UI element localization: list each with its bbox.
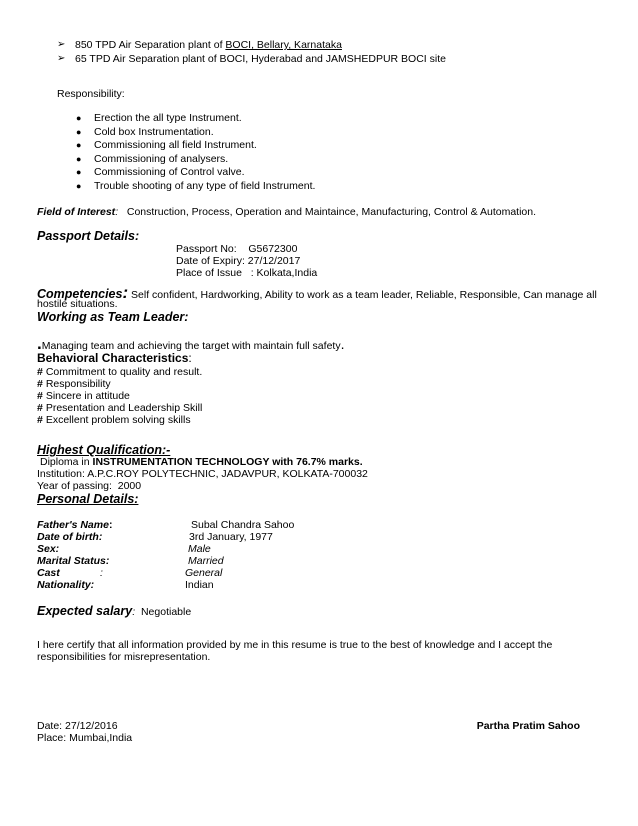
behavioral-heading <box>37 351 192 365</box>
list-item <box>37 378 202 390</box>
expected-salary <box>37 604 191 618</box>
plant-item <box>57 38 446 52</box>
field-of-interest <box>37 206 536 218</box>
list-item <box>37 414 202 426</box>
team-leader-end: . <box>340 336 345 352</box>
personal-heading: Personal Details: <box>37 492 139 506</box>
personal-value: Married <box>188 555 224 567</box>
personal-value: Indian <box>185 579 214 591</box>
list-item-text: Presentation and Leadership Skill <box>45 402 203 414</box>
personal-value: General <box>185 567 223 579</box>
list-item <box>76 126 315 140</box>
personal-label: Marital Status: <box>37 555 110 567</box>
personal-label: Cast <box>37 567 60 579</box>
team-leader-text: Managing team and achieving the target with maintain full safety <box>41 340 341 352</box>
personal-value: Subal Chandra Sahoo <box>191 519 295 531</box>
list-item <box>76 153 315 167</box>
qualification-year: Year of passing: 2000 <box>37 480 142 492</box>
dot-bullet-icon: ● <box>76 167 82 178</box>
list-item-text: Erection the all type Instrument. <box>94 112 242 124</box>
hash-bullet-icon: # <box>37 366 43 378</box>
team-leader-heading: Working as Team Leader: <box>37 310 189 324</box>
personal-label: Date of birth: <box>37 531 103 543</box>
hash-bullet-icon: # <box>37 378 43 390</box>
arrow-bullet-icon: ➢ <box>57 53 66 64</box>
field-of-interest-value: Construction, Process, Operation and Maintaince, Manufacturing, Control & Automation. <box>126 206 537 218</box>
plant-list <box>57 38 446 66</box>
competencies-label: Competencies <box>37 287 123 301</box>
qualification-diploma <box>40 456 363 468</box>
list-item <box>76 139 315 153</box>
list-item <box>37 402 202 414</box>
personal-value: Male <box>188 543 211 555</box>
hash-bullet-icon: # <box>37 402 43 414</box>
competencies-colon: : <box>122 283 129 302</box>
passport-number: Passport No: G5672300 <box>176 243 298 255</box>
qualification-institution: Institution: A.P.C.ROY POLYTECHNIC, JADAVPUR, KOLKATA-700032 <box>37 468 368 480</box>
personal-row-marital <box>37 555 224 567</box>
dot-bullet-icon: ● <box>76 140 82 151</box>
list-item-text: Commitment to quality and result. <box>45 366 203 378</box>
list-item-text: Trouble shooting of any type of field Instrument. <box>94 179 316 192</box>
list-item <box>76 180 315 194</box>
personal-row-cast <box>37 567 223 579</box>
personal-row-dob <box>37 531 273 543</box>
personal-row-father <box>37 519 295 531</box>
dot-bullet-icon: ● <box>76 126 82 137</box>
qualification-heading: Highest Qualification:- <box>37 443 171 457</box>
competencies-text: Self confident, Hardworking, Ability to work as a team leader, Reliable, Responsible, Can manage all <box>128 289 597 301</box>
declaration-line: responsibilities for misrepresentation. <box>37 651 211 663</box>
list-item-text: Commissioning of analysers. <box>94 152 229 165</box>
salary-label: Expected salary <box>37 604 133 618</box>
declaration-line: I here certify that all information provided by me in this resume is true to the best of knowledge and I accept the <box>37 639 553 651</box>
personal-colon: : <box>108 519 113 531</box>
list-item <box>37 366 202 378</box>
hash-bullet-icon: # <box>37 414 43 426</box>
salary-value: Negotiable <box>140 606 192 618</box>
personal-label: Father's Name <box>37 519 109 531</box>
field-of-interest-label: Field of Interest <box>37 206 116 218</box>
list-item <box>37 390 202 402</box>
personal-label: Nationality: <box>37 579 95 591</box>
footer-place: Place: Mumbai,India <box>37 732 133 744</box>
personal-colon: : <box>100 567 103 579</box>
list-item-text: Commissioning all field Instrument. <box>94 139 257 152</box>
personal-row-nationality <box>37 579 214 591</box>
list-item-text: Excellent problem solving skills <box>45 414 191 426</box>
signature-name: Partha Pratim Sahoo <box>476 720 580 732</box>
passport-expiry: Date of Expiry: 27/12/2017 <box>176 255 301 267</box>
competencies-text-cont: hostile situations. <box>37 298 118 310</box>
salary-colon: : <box>132 606 136 618</box>
competencies <box>37 283 597 303</box>
responsibility-heading: Responsibility: <box>57 88 125 100</box>
list-item-text: Commissioning of Control valve. <box>94 166 245 179</box>
dot-bullet-icon: ● <box>76 180 82 191</box>
plant-item <box>57 52 446 66</box>
diploma-prefix: Diploma in <box>40 456 93 468</box>
plant-text: 850 TPD Air Separation plant of <box>75 39 226 51</box>
list-item-text: Sincere in attitude <box>45 390 130 402</box>
dot-bullet-icon: ● <box>76 153 82 164</box>
plant-location-link: BOCI, Bellary, Karnataka <box>225 39 342 51</box>
behavioral-heading-colon: : <box>188 351 192 365</box>
hash-bullet-icon: # <box>37 390 43 402</box>
diploma-title: INSTRUMENTATION TECHNOLOGY with 76.7% marks. <box>92 456 363 468</box>
personal-label: Sex: <box>37 543 60 555</box>
list-item-text: Responsibility <box>45 378 111 390</box>
footer-date: Date: 27/12/2016 <box>37 720 118 732</box>
declaration <box>37 639 552 663</box>
team-leader-bullet: . <box>37 334 42 353</box>
passport-place: Place of Issue : Kolkata,India <box>176 267 318 279</box>
arrow-bullet-icon: ➢ <box>57 39 66 50</box>
passport-heading: Passport Details: <box>37 229 140 243</box>
responsibility-list <box>76 112 315 194</box>
behavioral-list <box>37 366 202 426</box>
behavioral-heading-text: Behavioral Characteristics <box>37 351 189 365</box>
personal-value: 3rd January, 1977 <box>189 531 273 543</box>
list-item <box>76 112 315 126</box>
dot-bullet-icon: ● <box>76 113 82 123</box>
plant-text: 65 TPD Air Separation plant of BOCI, Hyderabad and JAMSHEDPUR BOCI site <box>75 53 446 65</box>
list-item-text: Cold box Instrumentation. <box>94 125 214 138</box>
passport-details <box>176 243 317 279</box>
field-of-interest-colon: : <box>115 206 119 218</box>
personal-row-sex <box>37 543 211 555</box>
list-item <box>76 166 315 180</box>
